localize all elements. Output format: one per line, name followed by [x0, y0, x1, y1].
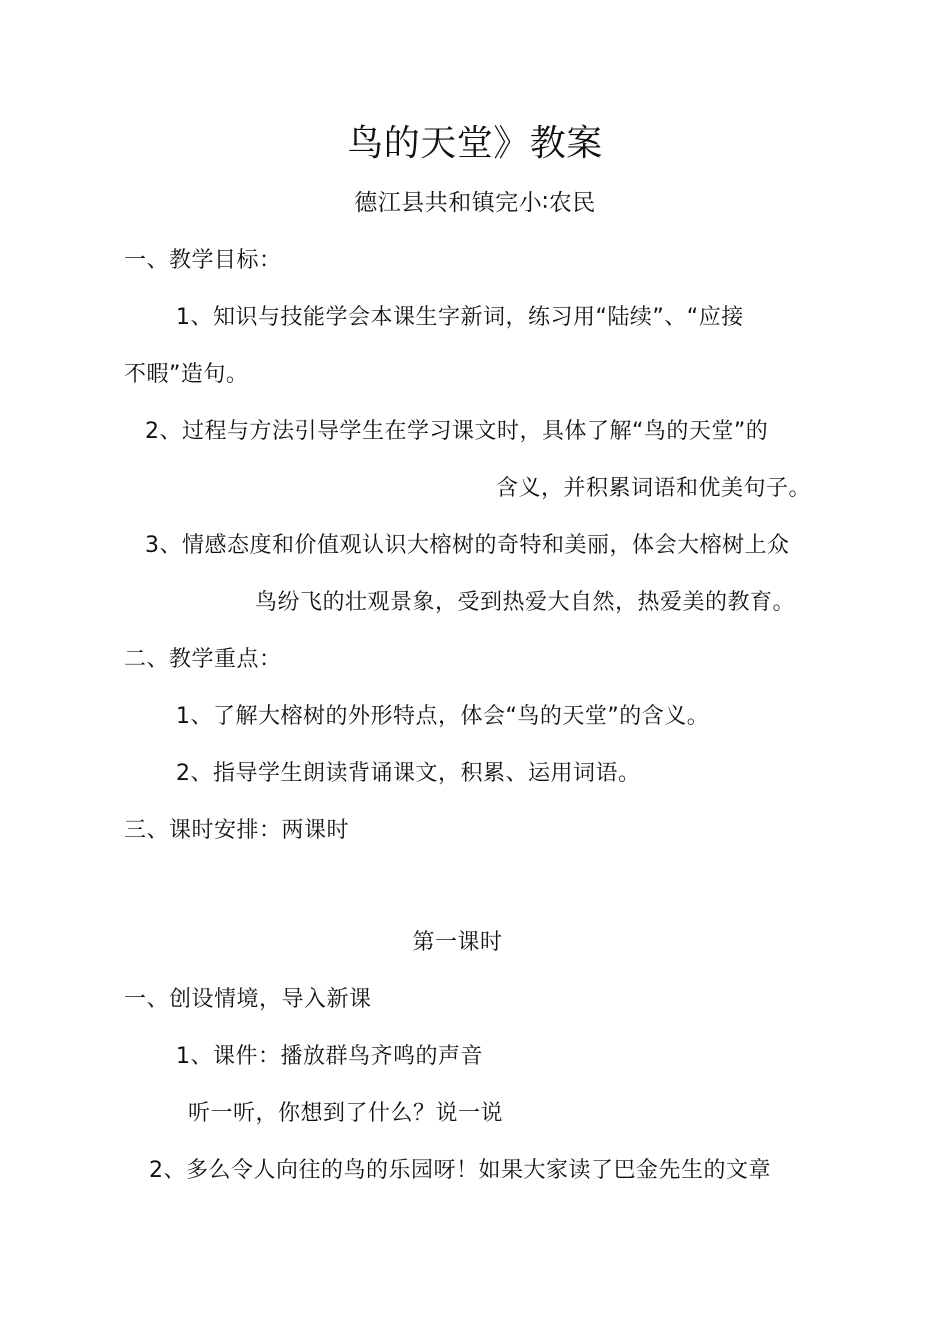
document-title: 鸟的天堂》教案 [347, 123, 603, 164]
key-point-2: 2、指导学生朗读背诵课文，积累、运用词语。 [176, 761, 641, 786]
objective-1-line-2: 不暇”造句。 [124, 362, 249, 387]
part-heading-intro: 一、创设情境，导入新课 [124, 987, 372, 1012]
author-line: 德江县共和镇完小∶农民 [354, 190, 596, 216]
objective-3-line-1: 3、情感态度和价值观认识大榕树的奇特和美丽，体会大榕树上众 [145, 533, 790, 558]
step-1: 1、课件：播放群鸟齐鸣的声音 [176, 1044, 483, 1069]
section-heading-objectives: 一、教学目标： [124, 248, 282, 273]
section-heading-schedule: 三、课时安排：两课时 [124, 818, 350, 843]
lesson-heading: 第一课时 [412, 930, 503, 955]
section-heading-key-points: 二、教学重点： [124, 647, 282, 672]
objective-2-line-2: 含义，并积累词语和优美句子。 [496, 476, 812, 501]
objective-3-line-2: 鸟纷飞的壮观景象，受到热爱大自然，热爱美的教育。 [255, 590, 796, 615]
objective-2-line-1: 2、过程与方法引导学生在学习课文时，具体了解“鸟的天堂”的 [145, 419, 769, 444]
step-2: 2、多么令人向往的鸟的乐园呀！如果大家读了巴金先生的文章 [149, 1158, 771, 1183]
key-point-1: 1、了解大榕树的外形特点，体会“鸟的天堂”的含义。 [176, 704, 710, 729]
objective-1-line-1: 1、知识与技能学会本课生字新词，练习用“陆续”、“应接 [176, 305, 744, 330]
step-1-prompt: 听一听，你想到了什么？说一说 [188, 1101, 504, 1126]
